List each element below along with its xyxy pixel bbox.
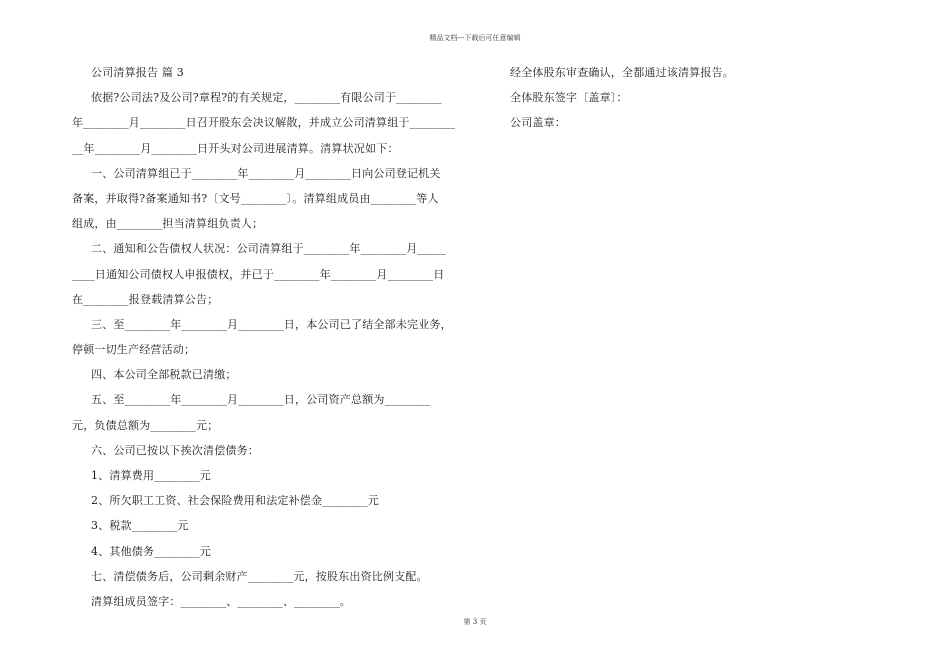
paragraph-line: 清算组成员签字：________、________、________。 [91,594,351,608]
paragraph-line: ____日通知公司债权人申报债权，并已于________年________月________日 [72,267,445,281]
paragraph-line: 元，负债总额为________元； [72,418,219,432]
left-column [72,67,467,621]
paragraph-line: 4、其他债务________元 [91,544,211,558]
paragraph-line: 四、本公司全部税款已清缴； [91,368,237,382]
paragraph-line: 3、税款________元 [91,519,189,533]
paragraph-line: 2、所欠职工工资、社会保险费用和法定补偿金________元 [91,494,379,508]
shareholder-signature-line: 全体股东签字〔盖章〕： [510,91,628,105]
paragraph-line: __年________月________日开头对公司进展清算。清算状况如下： [72,141,399,155]
paragraph-line: 在________报登载清算公告； [72,292,219,306]
paragraph-line: 五、至________年________月________日，公司资产总额为________ [91,393,431,407]
paragraph-line: 二、通知和公告债权人状况：公司清算组于________年________月_____ [91,242,446,256]
report-title: 公司清算报告 篇 3 [91,66,184,79]
paragraph-line: 七、清偿债务后，公司剩余财产________元，按股东出资比例支配。 [91,569,428,583]
company-seal-line: 公司盖章： [510,116,566,130]
paragraph-line: 年________月________日召开股东会决议解散，并成立公司清算组于________ [72,116,456,130]
paragraph-line: 依据?公司法?及公司?章程?的有关规定，________有限公司于________ [91,91,442,105]
paragraph-line: 一、公司清算组已于________年________月________日向公司登记机关 [91,166,441,180]
right-column [510,67,900,143]
paragraph-line: 停顿一切生产经营活动； [72,343,196,357]
page-header: 精品文档---下载后可任意编辑 [429,34,521,42]
shareholder-confirmation: 经全体股东审查确认，全都通过该清算报告。 [510,66,734,79]
paragraph-line: 组成，由________担当清算组负责人； [72,217,264,231]
paragraph-line: 备案，并取得?备案通知书?〔文号________〕。清算组成员由________等人 [72,191,439,205]
page-number: 第 3 页 [463,618,487,626]
paragraph-line: 三、至________年________月________日，本公司已了结全部未完业务， [91,317,452,331]
paragraph-line: 1、清算费用________元 [91,469,211,482]
paragraph-line: 六、公司已按以下挨次清偿债务： [91,443,259,457]
